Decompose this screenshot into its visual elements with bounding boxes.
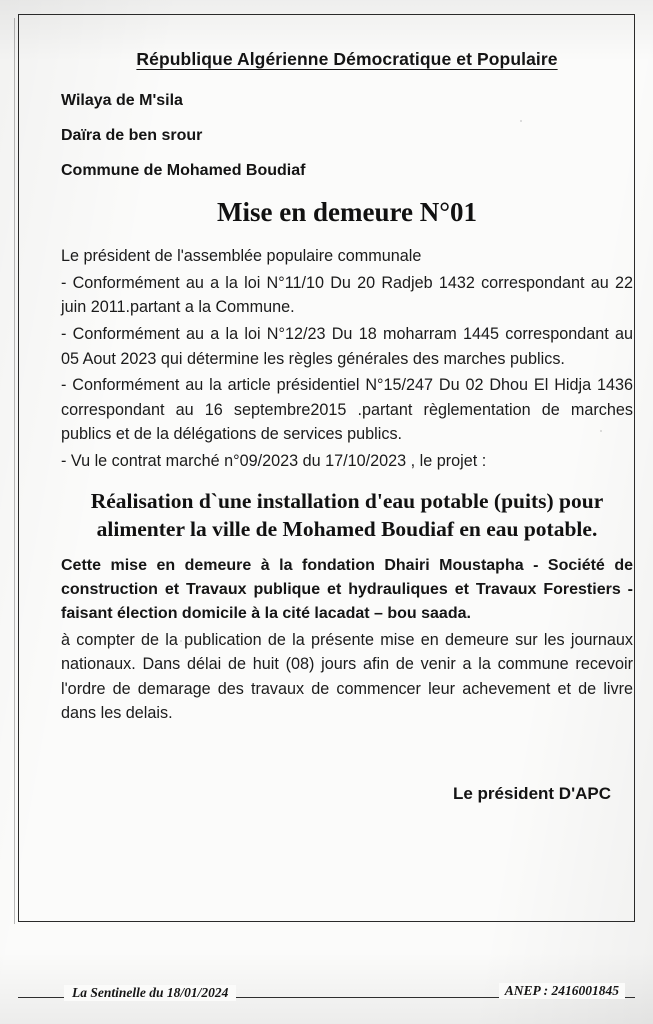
intro-line: Le président de l'assemblée populaire communale	[61, 247, 422, 265]
notice-frame	[18, 14, 635, 922]
anep-reference: ANEP : 2416001845	[499, 983, 625, 999]
clause-3: - Conformément au la article présidentiel N°15/247 Du 02 Dhou El Hidja 1436 correspondant au 16 septembre2015 .partant règlementation de marches publics et de la délégations de services publics.	[61, 376, 633, 444]
wilaya-line: Wilaya de M'sila	[61, 92, 183, 109]
scan-speck	[520, 120, 522, 122]
notice-party: Cette mise en demeure à la fondation Dhairi Moustapha - Société de construction et Travaux publique et hydrauliques et Travaux Forestiers - faisant élection domicile à la cité lacadat – bou saada.	[61, 556, 633, 622]
clause-4: - Vu le contrat marché n°09/2023 du 17/10/2023 , le projet :	[61, 452, 487, 470]
scan-speck	[600, 430, 602, 432]
notice-content	[61, 49, 633, 804]
daira-line: Daïra de ben srour	[61, 127, 203, 144]
project-title: Réalisation d`une installation d'eau potable (puits) pour alimenter la ville de Mohamed Boudiaf en eau potable.	[90, 488, 604, 541]
clause-2: - Conformément au a la loi N°12/23 Du 18 moharram 1445 correspondant au 05 Aout 2023 qui détermine les règles générales des marches publics.	[61, 324, 633, 368]
publication-info: La Sentinelle du 18/01/2024	[64, 985, 236, 1001]
commune-line: Commune de Mohamed Boudiaf	[61, 162, 306, 179]
page-footer	[18, 985, 635, 1019]
document-subject: Mise en demeure N°01	[217, 197, 477, 227]
clause-1: - Conformément au a la loi N°11/10 Du 20 Radjeb 1432 correspondant au 22 juin 2011.partant a la Commune.	[61, 273, 633, 317]
scan-speck	[180, 640, 182, 642]
page-title: République Algérienne Démocratique et Populaire	[136, 49, 558, 69]
signature-line: Le président D'APC	[452, 784, 611, 803]
deadline-text: à compter de la publication de la présente mise en demeure sur les journaux nationaux. Dans délai de huit (08) jours afin de venir a la commune recevoir l'ordre de demarage des travaux de commencer leur achevement et de livre dans les delais.	[61, 630, 633, 723]
